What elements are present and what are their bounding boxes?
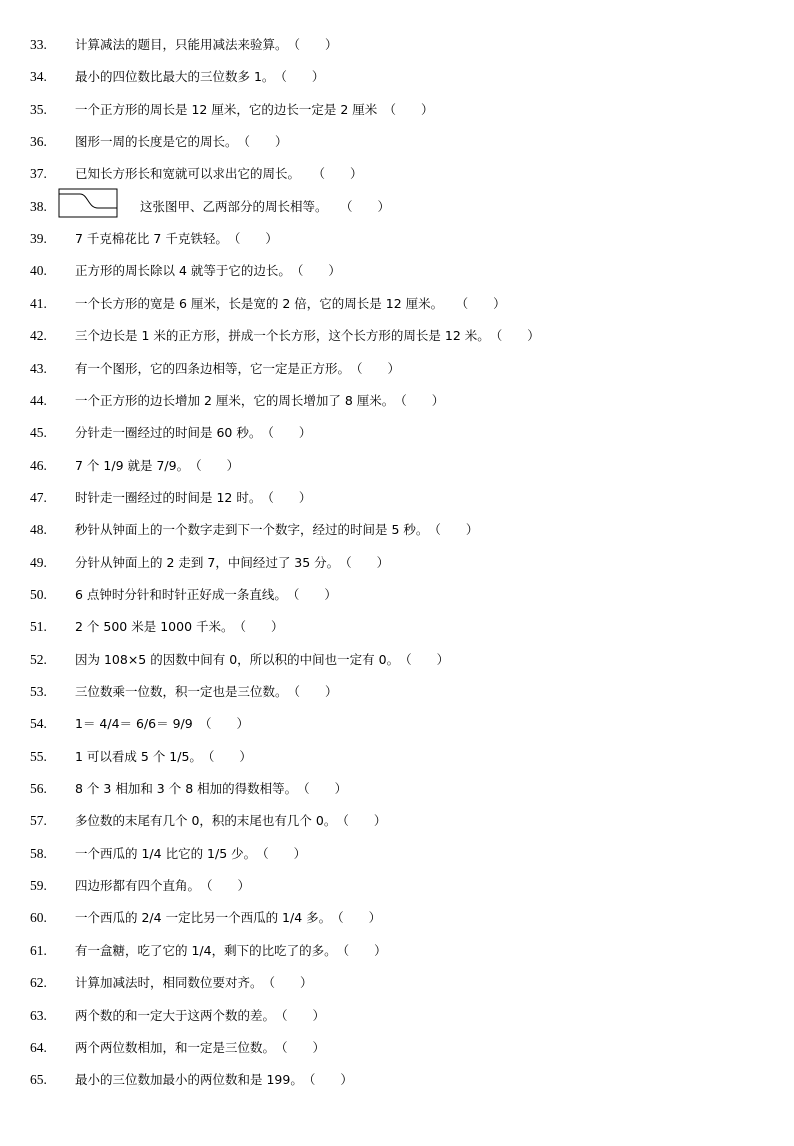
question-text: 三个边长是 1 米的正方形，拼成一个长方形，这个长方形的周长是 12 米。 （ ） — [75, 328, 540, 344]
question-number: 55. — [30, 748, 47, 764]
question-number: 33. — [30, 37, 47, 52]
question-item — [0, 681, 794, 703]
question-number: 34. — [30, 69, 47, 85]
question-item — [0, 584, 794, 606]
question-item — [0, 713, 794, 735]
question-number: 40. — [30, 263, 47, 279]
question-item — [0, 972, 794, 994]
question-item — [0, 131, 794, 153]
question-number: 50. — [30, 586, 47, 602]
question-item — [0, 1037, 794, 1059]
question-item — [0, 810, 794, 832]
question-number: 44. — [30, 392, 47, 408]
question-number: 63. — [30, 1007, 47, 1023]
question-number: 64. — [30, 1039, 47, 1055]
question-text: 分针从钟面上的 2 走到 7，中间经过了 35 分。 （ ） — [75, 554, 390, 570]
question-text: 三位数乘一位数，积一定也是三位数。 （ ） — [75, 684, 338, 699]
question-number: 65. — [30, 1072, 47, 1088]
question-text: 秒针从钟面上的一个数字走到下一个数字，经过的时间是 5 秒。 （ ） — [75, 522, 479, 538]
question-item — [0, 358, 794, 380]
question-item — [0, 649, 794, 671]
question-item — [0, 293, 794, 315]
question-item — [0, 778, 794, 800]
question-number: 43. — [30, 360, 47, 376]
question-item — [0, 940, 794, 962]
question-number: 58. — [30, 845, 47, 861]
question-number: 61. — [30, 942, 47, 958]
question-item — [0, 519, 794, 541]
question-text: 有一个图形，它的四条边相等，它一定是正方形。 （ ） — [75, 360, 401, 376]
question-text: 正方形的周长除以 4 就等于它的边长。 （ ） — [75, 263, 341, 279]
question-item — [0, 163, 794, 185]
question-item — [0, 34, 794, 56]
figure-dividing-curve — [59, 194, 117, 208]
figure-outline — [59, 189, 117, 217]
question-item — [0, 875, 794, 897]
question-text: 多位数的末尾有几个 0，积的末尾也有几个 0。 （ ） — [75, 813, 387, 829]
question-text: 因为 108×5 的因数中间有 0，所以积的中间也一定有 0。 （ ） — [75, 651, 450, 667]
question-number: 49. — [30, 554, 47, 570]
question-text: 1 可以看成 5 个 1/5。 （ ） — [75, 748, 252, 764]
question-item — [0, 325, 794, 347]
question-text: 一个正方形的边长增加 2 厘米，它的周长增加了 8 厘米。 （ ） — [75, 392, 445, 408]
question-text: 7 千克棉花比 7 千克铁轻。 （ ） — [75, 231, 278, 247]
question-text: 已知长方形长和宽就可以求出它的周长。 （ ） — [75, 166, 363, 182]
question-item — [0, 99, 794, 121]
question-text: 一个西瓜的 2/4 一定比另一个西瓜的 1/4 多。 （ ） — [75, 910, 382, 926]
question-item — [0, 487, 794, 509]
question-item — [0, 196, 794, 218]
question-number: 51. — [30, 619, 47, 635]
question-number: 45. — [30, 425, 47, 441]
question-item — [0, 843, 794, 865]
divided-rectangle-figure — [58, 188, 118, 218]
question-text: 最小的四位数比最大的三位数多 1。 （ ） — [75, 69, 325, 85]
question-number: 38. — [30, 198, 47, 214]
question-number: 52. — [30, 651, 47, 667]
question-item — [0, 228, 794, 250]
question-text: 1＝ 4/4＝ 6/6＝ 9/9 （ ） — [75, 716, 249, 732]
question-item — [0, 552, 794, 574]
question-text: 计算加减法时，相同数位要对齐。 （ ） — [75, 975, 313, 991]
question-text: 时针走一圈经过的时间是 12 时。 （ ） — [75, 489, 312, 505]
question-item — [0, 1069, 794, 1091]
question-item — [0, 66, 794, 88]
question-text: 有一盒糖，吃了它的 1/4，剩下的比吃了的多。 （ ） — [75, 942, 387, 958]
question-item — [0, 390, 794, 412]
question-item — [0, 907, 794, 929]
question-number: 56. — [30, 781, 47, 797]
question-number: 37. — [30, 166, 47, 182]
question-item — [0, 422, 794, 444]
question-text: 一个正方形的周长是 12 厘米，它的边长一定是 2 厘米 （ ） — [75, 101, 434, 117]
question-item — [0, 455, 794, 477]
question-item — [0, 616, 794, 638]
question-text: 计算减法的题目，只能用减法来验算。 （ ） — [75, 37, 338, 52]
question-text: 这张图甲、乙两部分的周长相等。 （ ） — [140, 198, 391, 214]
question-number: 62. — [30, 975, 47, 991]
question-number: 36. — [30, 134, 47, 150]
question-number: 59. — [30, 878, 47, 894]
question-text: 两个数的和一定大于这两个数的差。 （ ） — [75, 1007, 326, 1023]
question-text: 8 个 3 相加和 3 个 8 相加的得数相等。 （ ） — [75, 781, 348, 797]
question-number: 57. — [30, 813, 47, 829]
question-number: 41. — [30, 295, 47, 311]
question-text: 2 个 500 米是 1000 千米。 （ ） — [75, 619, 284, 635]
question-item — [0, 1005, 794, 1027]
question-number: 54. — [30, 716, 47, 732]
question-number: 46. — [30, 457, 47, 473]
question-text: 分针走一圈经过的时间是 60 秒。 （ ） — [75, 425, 312, 441]
question-item — [0, 260, 794, 282]
question-number: 35. — [30, 101, 47, 117]
question-text: 四边形都有四个直角。 （ ） — [75, 878, 251, 894]
question-text: 6 点钟时分针和时针正好成一条直线。 （ ） — [75, 586, 337, 602]
question-number: 39. — [30, 231, 47, 247]
question-text: 一个西瓜的 1/4 比它的 1/5 少。 （ ） — [75, 845, 307, 861]
question-text: 最小的三位数加最小的两位数和是 199。 （ ） — [75, 1072, 353, 1088]
question-text: 图形一周的长度是它的周长。 （ ） — [75, 134, 288, 150]
question-item — [0, 746, 794, 768]
question-text: 7 个 1/9 就是 7/9。 （ ） — [75, 457, 240, 473]
question-text: 两个两位数相加，和一定是三位数。 （ ） — [75, 1039, 326, 1055]
question-number: 47. — [30, 489, 47, 505]
question-text: 一个长方形的宽是 6 厘米，长是宽的 2 倍，它的周长是 12 厘米。 （ ） — [75, 295, 506, 311]
question-number: 53. — [30, 684, 47, 699]
question-number: 60. — [30, 910, 47, 926]
question-number: 48. — [30, 522, 47, 538]
question-number: 42. — [30, 328, 47, 344]
